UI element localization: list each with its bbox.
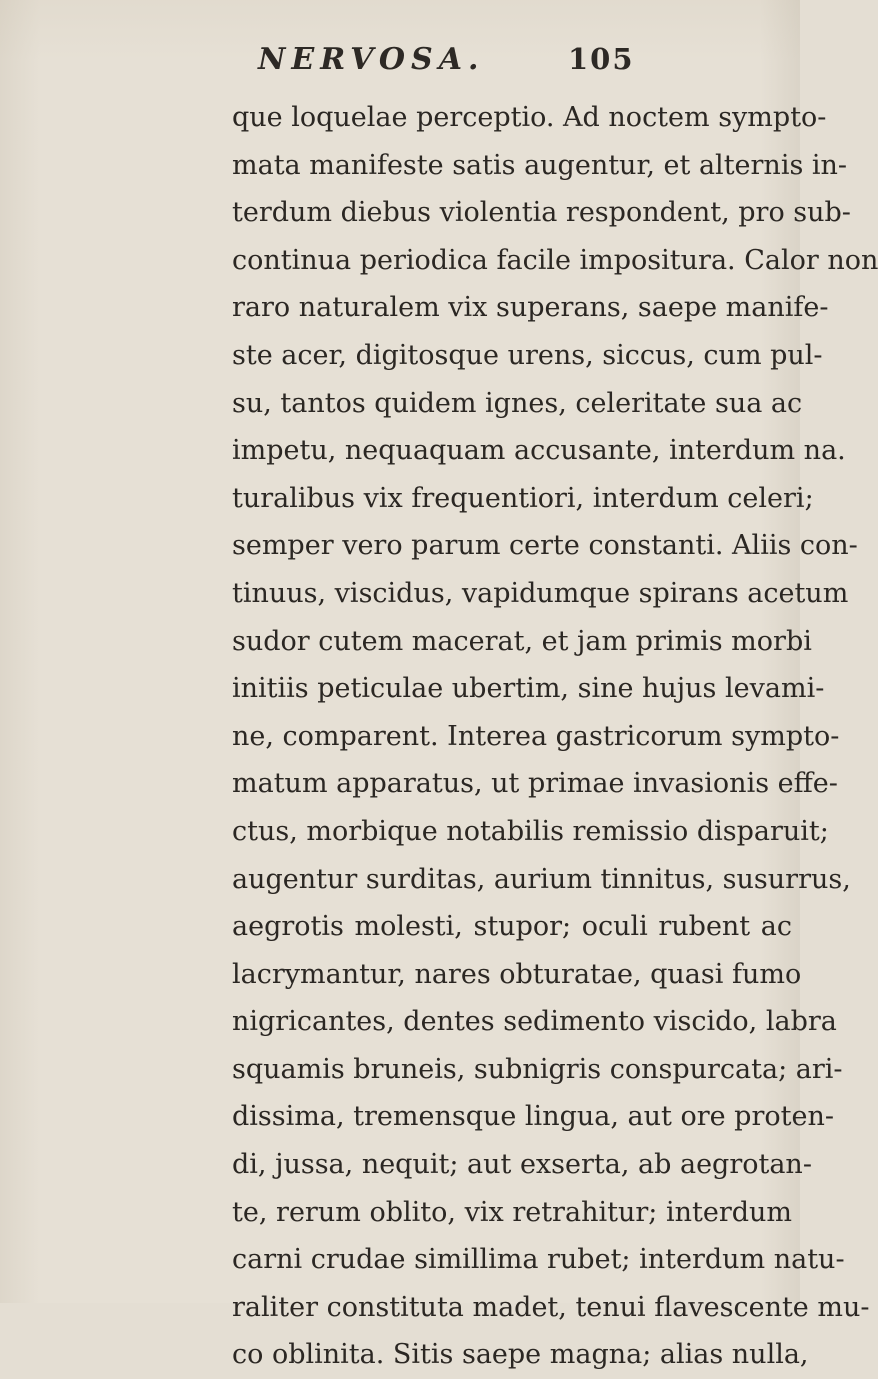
text-line: terdum diebus violentia respondent, pro sub- [232, 197, 851, 229]
body-text [232, 94, 878, 1379]
page-number: 105 [568, 42, 635, 76]
text-line: raliter constituta madet, tenui flavescente mu- [232, 1291, 870, 1323]
text-line: di, jussa, nequit; aut exserta, ab aegrotan- [232, 1149, 812, 1181]
text-line: ne, comparent. Interea gastricorum sympto- [232, 720, 840, 752]
text-line: ctus, morbique notabilis remissio disparuit; [232, 815, 829, 847]
text-line: nigricantes, dentes sedimento viscido, labra [232, 1006, 837, 1038]
text-line: carni crudae simillima rubet; interdum natu- [232, 1244, 845, 1276]
text-line: turalibus vix frequentiori, interdum celeri; [232, 482, 814, 514]
text-line: te, rerum oblito, vix retrahitur; interdum [232, 1196, 792, 1228]
text-line: que loquelae perceptio. Ad noctem sympto- [232, 102, 827, 133]
text-line: aegrotis molesti, stupor; oculi rubent ac [232, 911, 792, 943]
page-header [0, 42, 800, 82]
text-line: continua periodica facile impositura. Calor non [232, 244, 878, 276]
text-line: impetu, nequaquam accusante, interdum na. [232, 435, 846, 467]
text-line: ste acer, digitosque urens, siccus, cum pul- [232, 339, 823, 371]
text-line: mata manifeste satis augentur, et alternis in- [232, 149, 848, 181]
text-line: augentur surditas, aurium tinnitus, susurrus, [232, 863, 851, 895]
text-line: raro naturalem vix superans, saepe manife- [232, 292, 829, 324]
text-line: squamis bruneis, subnigris conspurcata; ari- [232, 1053, 843, 1085]
text-line: sudor cutem macerat, et jam primis morbi [232, 625, 812, 657]
text-line: semper vero parum certe constanti. Aliis con- [232, 530, 858, 562]
text-line: lacrymantur, nares obturatae, quasi fumo [232, 958, 802, 990]
text-line: initiis peticulae ubertim, sine hujus levami- [232, 673, 825, 705]
text-line: tinuus, viscidus, vapidumque spirans acetum [232, 577, 849, 609]
text-line: co oblinita. Sitis saepe magna; alias nulla, [232, 1339, 809, 1371]
text-line: matum apparatus, ut primae invasionis effe- [232, 768, 838, 800]
text-line: dissima, tremensque lingua, aut ore proten- [232, 1101, 834, 1133]
running-head: NERVOSA. [258, 42, 485, 77]
text-line: su, tantos quidem ignes, celeritate sua ac [232, 387, 803, 419]
